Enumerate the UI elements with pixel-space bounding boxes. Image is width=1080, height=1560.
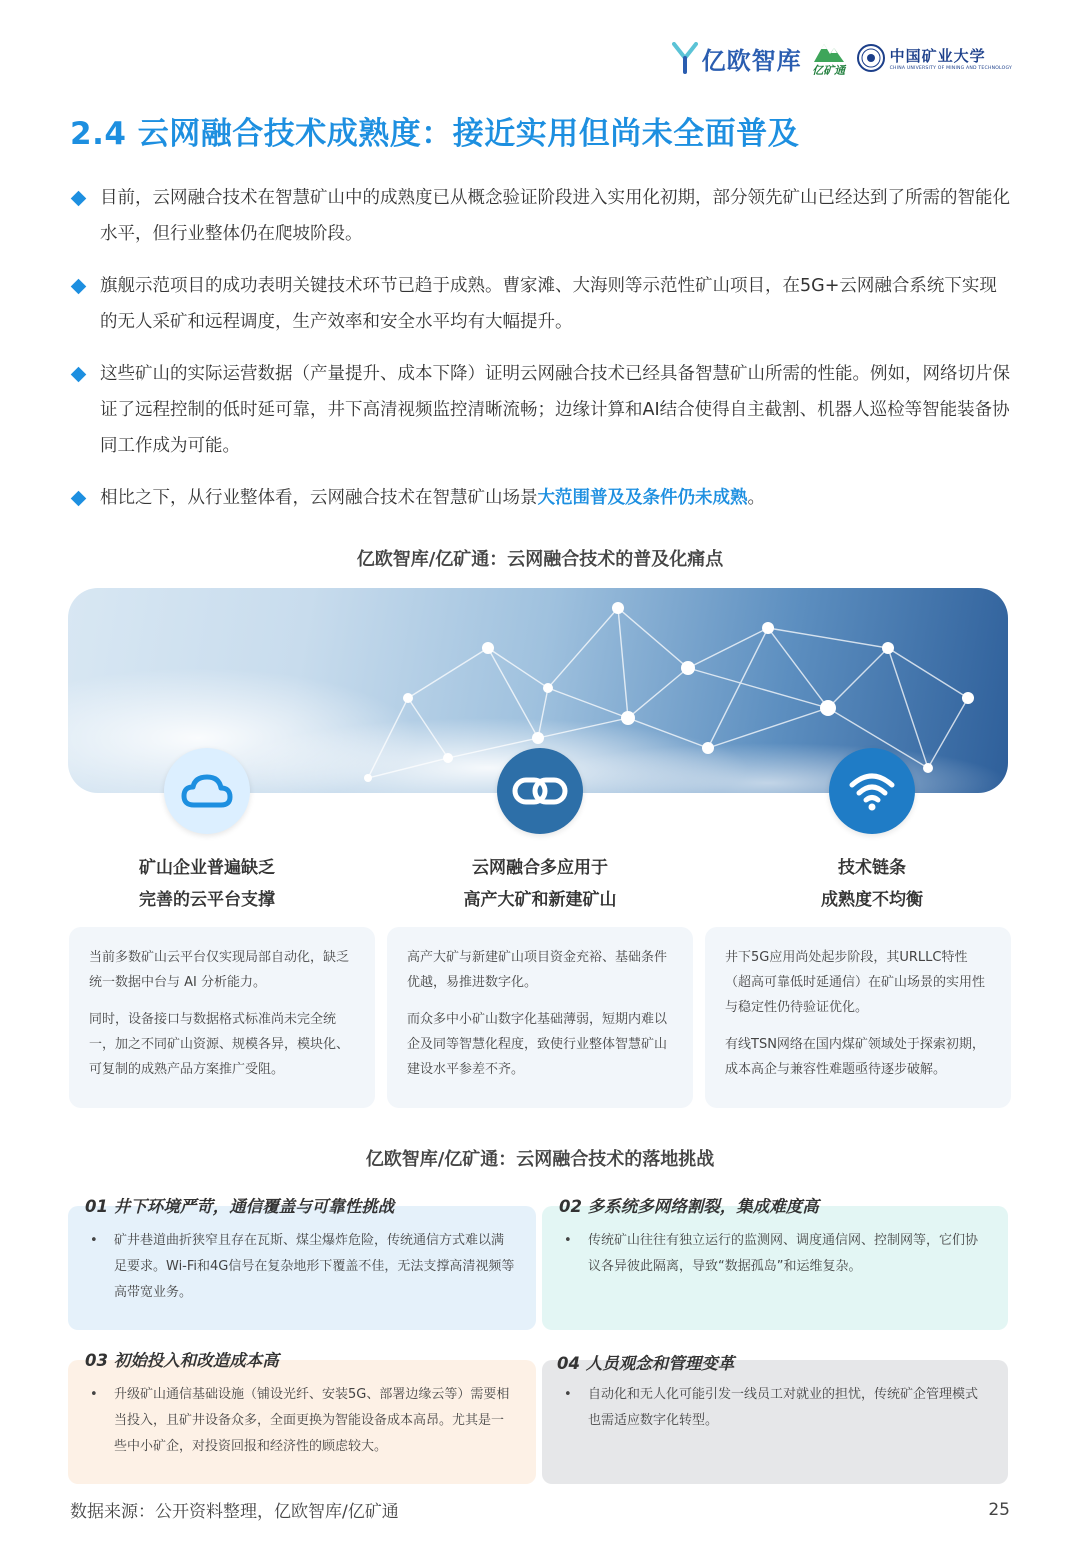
- pain-point-card: [705, 927, 1011, 1108]
- card-paragraph: 同时，设备接口与数据格式标准尚未完全统一，加之不同矿山资源、规模各异，模块化、可复制的成熟产品方案推广受阻。: [89, 1012, 350, 1077]
- section-title-challenges: 亿欧智库/亿矿通：云网融合技术的落地挑战: [365, 1149, 715, 1170]
- challenge-text: 自动化和无人化可能引发一线员工对就业的担忧，传统矿企管理模式也需适应数字化转型。: [588, 1387, 979, 1428]
- ykt-logo: [812, 38, 846, 78]
- challenge-text: 传统矿山往往有独立运行的监测网、调度通信网、控制网等，它们协议各异彼此隔离，导致“数据孤岛”和运维复杂。: [588, 1233, 979, 1274]
- pain-point-heading-line2: 高产大矿和新建矿山: [463, 890, 617, 910]
- bullet-text: 目前，云网融合技术在智慧矿山中的成熟度已从概念验证阶段进入实用化初期，部分领先矿山已经达到了所需的智能化水平，但行业整体仍在爬坡阶段。: [100, 188, 1010, 244]
- card-paragraph: 当前多数矿山云平台仅实现局部自动化，缺乏统一数据中台与 AI 分析能力。: [89, 950, 350, 990]
- bullet-list: [70, 180, 1010, 532]
- card-paragraph: 高产大矿与新建矿山项目资金充裕、基础条件优越，易推进数字化。: [407, 950, 668, 990]
- bullet-item: [70, 180, 1010, 252]
- pain-point-heading-line2: 完善的云平台支撑: [139, 890, 275, 910]
- pain-point-heading-line1: 技术链条: [838, 858, 906, 878]
- pain-point-card: [69, 927, 375, 1108]
- diamond-bullet-icon: [71, 491, 87, 507]
- bullet-item: [70, 356, 1010, 464]
- pain-point-heading: [57, 852, 357, 916]
- challenge-title: 04 人员观念和管理变革: [557, 1354, 735, 1373]
- pain-point-heading: [390, 852, 690, 916]
- bullet-text: 这些矿山的实际运营数据（产量提升、成本下降）证明云网融合技术已经具备智慧矿山所需的性能。例如，网络切片保证了远程控制的低时延可靠，井下高清视频监控清晰流畅；边缘计算和AI结合使得自主截割、机器人巡检等智能装备协同工作成为可能。: [100, 364, 1010, 456]
- challenge-text: 升级矿山通信基础设施（铺设光纤、安装5G、部署边缘云等）需要相当投入，且矿井设备众多，全面更换为智能设备成本高昂。尤其是一些中小矿企，对投资回报和经济性的顾虑较大。: [114, 1387, 510, 1454]
- bullet-dot-icon: •: [564, 1387, 572, 1402]
- pain-point-card: [387, 927, 693, 1108]
- cloud-icon: [164, 748, 250, 834]
- card-paragraph: 有线TSN网络在国内煤矿领域处于探索初期，成本高企与兼容性难题亟待逐步破解。: [725, 1037, 985, 1077]
- challenge-box: [68, 1206, 536, 1330]
- challenge-title: 03 初始投入和改造成本高: [85, 1351, 279, 1370]
- diamond-bullet-icon: [71, 191, 87, 207]
- data-source: 数据来源：公开资料整理，亿欧智库/亿矿通: [70, 1502, 399, 1522]
- pain-point-heading-line1: 云网融合多应用于: [472, 858, 608, 878]
- diamond-bullet-icon: [71, 279, 87, 295]
- link-icon: [497, 748, 583, 834]
- challenge-title: 02 多系统多网络割裂，集成难度高: [559, 1197, 819, 1216]
- page-number: 25: [988, 1500, 1010, 1520]
- page-title: 2.4 云网融合技术成熟度：接近实用但尚未全面普及: [70, 116, 800, 152]
- challenge-title: 01 井下环境严苛，通信覆盖与可靠性挑战: [85, 1197, 395, 1216]
- pain-point-heading-line2: 成熟度不均衡: [821, 890, 923, 910]
- diamond-bullet-icon: [71, 367, 87, 383]
- pain-point-heading: [722, 852, 1022, 916]
- yiou-logo-icon: [672, 42, 698, 74]
- yiou-logo-text: 亿欧智库: [701, 46, 802, 75]
- challenge-box: [542, 1206, 1008, 1330]
- bullet-item: [70, 480, 1010, 516]
- ykt-logo-text: 亿矿通: [812, 64, 846, 77]
- bullet-dot-icon: •: [564, 1233, 572, 1248]
- header-logos: [672, 36, 1012, 80]
- ykt-logo-icon: [812, 38, 846, 64]
- pain-point-heading-line1: 矿山企业普遍缺乏: [139, 858, 275, 878]
- challenge-box: [542, 1360, 1008, 1484]
- cumt-logo-cn: 中国矿业大学: [889, 47, 986, 65]
- bullet-item: [70, 268, 1010, 340]
- cumt-logo: [856, 43, 1012, 73]
- bullet-highlight: 大范围普及及条件仍未成熟: [537, 488, 748, 508]
- bullet-tail: 。: [747, 488, 765, 508]
- bullet-dot-icon: •: [90, 1233, 98, 1248]
- card-paragraph: 而众多中小矿山数字化基础薄弱，短期内难以企及同等智慧化程度，致使行业整体智慧矿山建设水平参差不齐。: [407, 1012, 668, 1077]
- cumt-logo-en: CHINA UNIVERSITY OF MINING AND TECHNOLOGY: [889, 66, 1012, 71]
- section-title-pain-points: 亿欧智库/亿矿通：云网融合技术的普及化痛点: [356, 549, 724, 570]
- challenge-box: [68, 1360, 536, 1484]
- challenge-text: 矿井巷道曲折狭窄且存在瓦斯、煤尘爆炸危险，传统通信方式难以满足要求。Wi-Fi和4G信号在复杂地形下覆盖不佳，无法支撑高清视频等高带宽业务。: [114, 1233, 515, 1300]
- bullet-text: 旗舰示范项目的成功表明关键技术环节已趋于成熟。曹家滩、大海则等示范性矿山项目，在5G+云网融合系统下实现的无人采矿和远程调度，生产效率和安全水平均有大幅提升。: [100, 276, 997, 332]
- bullet-dot-icon: •: [90, 1387, 98, 1402]
- bullet-text: 相比之下，从行业整体看，云网融合技术在智慧矿山场景: [100, 488, 538, 508]
- wifi-icon: [829, 748, 915, 834]
- cumt-seal-icon: [856, 43, 886, 73]
- yiou-logo: [672, 41, 802, 76]
- card-paragraph: 井下5G应用尚处起步阶段，其URLLC特性（超高可靠低时延通信）在矿山场景的实用性与稳定性仍待验证优化。: [725, 950, 986, 1015]
